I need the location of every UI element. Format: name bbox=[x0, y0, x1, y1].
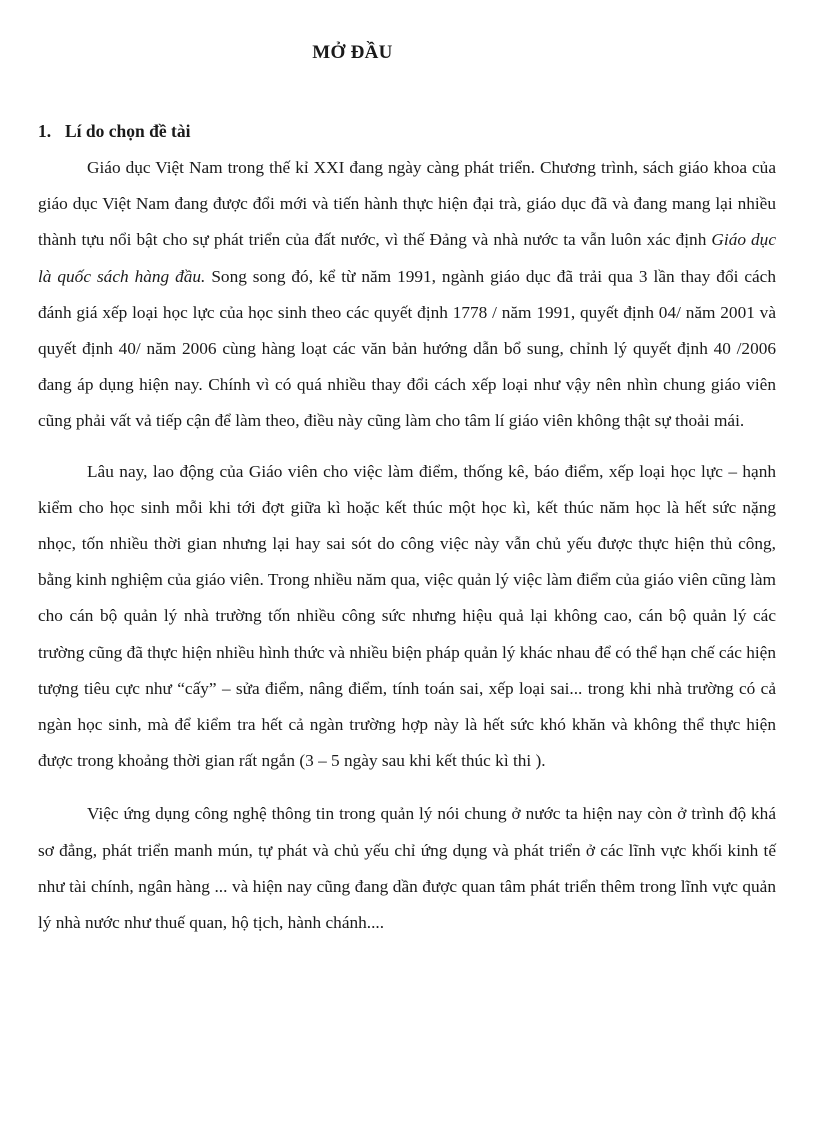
paragraph-1 bbox=[38, 150, 776, 440]
paragraph-1-italic: Giáo dục là quốc sách hàng đầu. bbox=[38, 230, 776, 286]
paragraph-3: Việc ứng dụng công nghệ thông tin trong quản lý nói chung ở nước ta hiện nay còn ở trình độ khá sơ đẳng, phát triển manh mún, tự phát và chủ yếu chỉ ứng dụng và phát triển ở các lĩnh vực khối kinh tế như tài chính, ngân hàng ... và hiện nay cũng đang dần được quan tâm phát triển thêm trong lĩnh vực quản lý nhà nước như thuế quan, hộ tịch, hành chánh.... bbox=[38, 804, 776, 933]
section-heading bbox=[38, 121, 190, 142]
section-title: Lí do chọn đề tài bbox=[65, 121, 191, 141]
paragraph-1-start: Giáo dục Việt Nam trong thế kỉ XXI đang ngày càng phát triển. Chương trình, sách giáo khoa của giáo dục Việt Nam đang được đổi mới và tiến hành thực hiện đại trà, giáo dục đã và đang mang lại nhiều thành tựu nổi bật cho sự phát triển của đất nước, vì thế Đảng và nhà nước ta vẫn luôn xác định bbox=[38, 158, 776, 250]
section-number: 1. bbox=[38, 121, 52, 141]
paragraph-1-end: Song song đó, kể từ năm 1991, ngành giáo dục đã trải qua 3 lần thay đổi cách đánh giá xếp loại học lực của học sinh theo các quyết định 1778 / năm 1991, quyết định 04/ năm 2001 và quyết định 40/ năm 2006 cùng hàng loạt các văn bản hướng dẫn bổ sung, chỉnh lý quyết định 40 /2006 đang áp dụng hiện nay. Chính vì có quá nhiều thay đổi cách xếp loại như vậy nên nhìn chung giáo viên cũng phải vất vả tiếp cận để làm theo, điều này cũng làm cho tâm lí giáo viên không thật sự thoải mái. bbox=[38, 266, 776, 431]
body-text bbox=[38, 150, 776, 941]
paragraph-2: Lâu nay, lao động của Giáo viên cho việc làm điểm, thống kê, báo điểm, xếp loại học lực – hạnh kiểm cho học sinh mỗi khi tới đợt giữa kì hoặc kết thúc một học kì, kết thúc năm học là hết sức nặng nhọc, tốn nhiều thời gian nhưng lại hay sai sót do công việc này vẫn chủ yếu được thực hiện thủ công, bằng kinh nghiệm của giáo viên. Trong nhiều năm qua, việc quản lý việc làm điểm của giáo viên cũng làm cho cán bộ quản lý nhà trường tốn nhiều công sức nhưng hiệu quả lại không cao, cán bộ quản lý các trường cũng đã thực hiện nhiều hình thức và nhiều biện pháp quản lý khác nhau để có thể hạn chế các hiện tượng tiêu cực như “cấy” – sửa điểm, nâng điểm, tính toán sai, xếp loại sai... trong khi nhà trường có cả ngàn học sinh, mà để kiểm tra hết cả ngàn trường hợp này là hết sức khó khăn và không thể thực hiện được trong khoảng thời gian rất ngắn (3 – 5 ngày sau khi kết thúc kì thi ). bbox=[38, 461, 776, 771]
page-title: MỞ ĐẦU bbox=[312, 42, 393, 63]
